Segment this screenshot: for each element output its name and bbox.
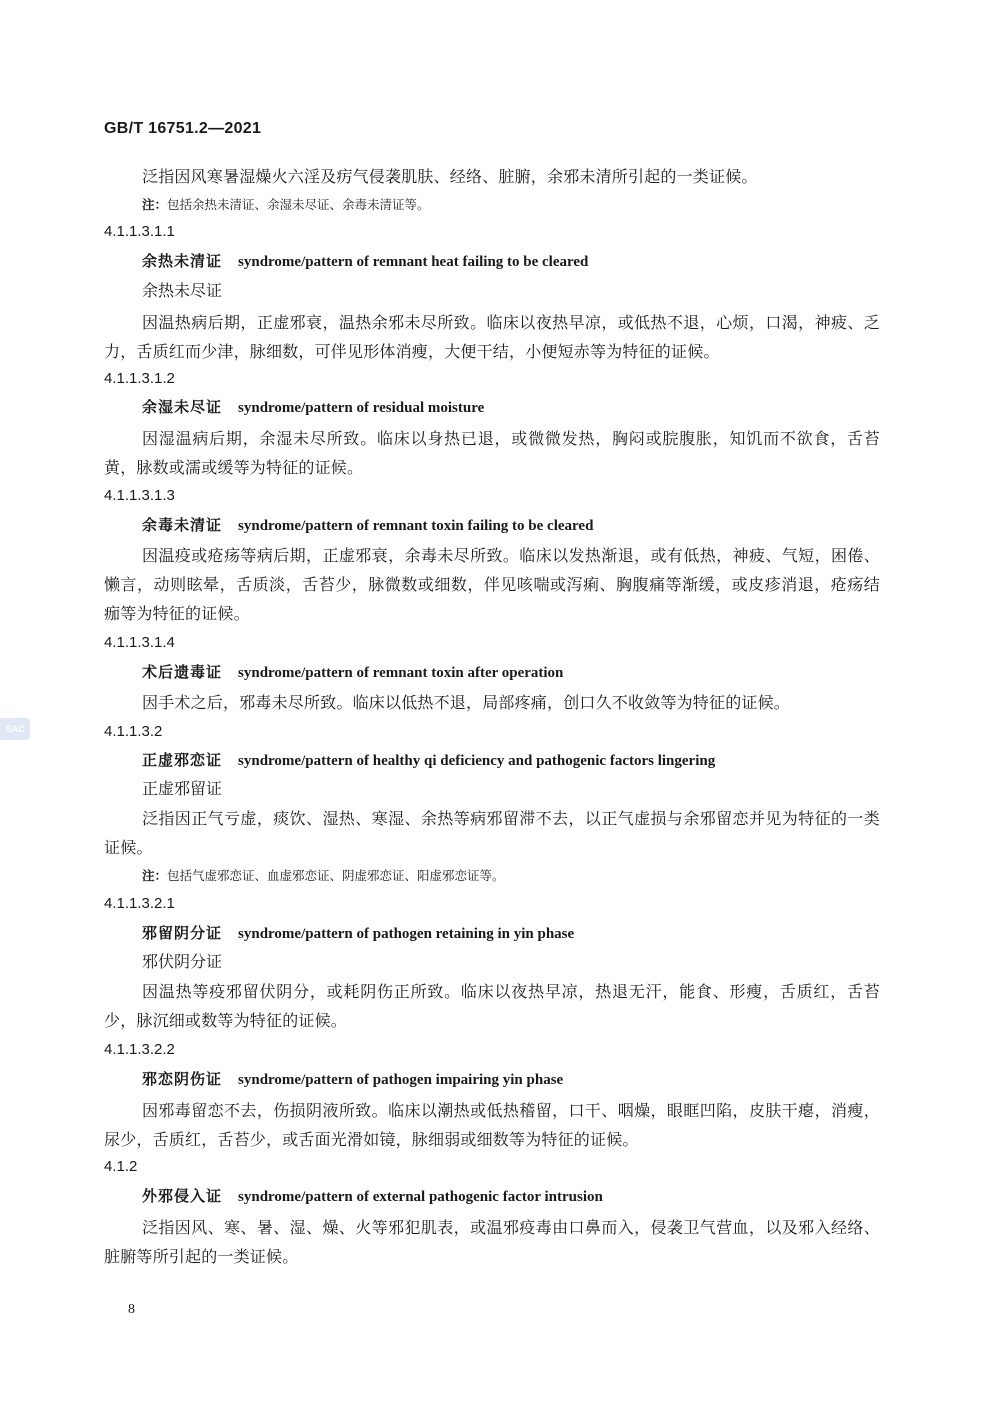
clause-number: 4.1.1.3.1.3 <box>104 487 175 504</box>
term-en: syndrome/pattern of pathogen impairing yin phase <box>238 1072 564 1088</box>
term-definition: 因湿温病后期，余湿未尽所致。临床以身热已退，或微微发热，胸闷或脘腹胀，知饥而不欲食，舌苔黄，脉数或濡或缓等为特征的证候。 <box>104 429 880 477</box>
term-zh: 余毒未清证 <box>142 516 223 534</box>
intro-note <box>104 196 918 214</box>
term-zh: 余热未清证 <box>142 252 223 270</box>
term-zh: 正虚邪恋证 <box>142 751 223 769</box>
term-note <box>104 867 918 885</box>
term-heading <box>104 1068 918 1091</box>
term-definition: 因温热等疫邪留伏阴分，或耗阴伤正所致。临床以夜热早凉，热退无汗，能食、形瘦，舌质红，舌苔少，脉沉细或数等为特征的证候。 <box>104 982 880 1030</box>
term-en: syndrome/pattern of remnant toxin failing to be cleared <box>238 518 594 534</box>
clause-number: 4.1.2 <box>104 1158 138 1175</box>
term-heading <box>104 922 918 945</box>
clause-number: 4.1.1.3.2 <box>104 723 163 740</box>
note-text: 包括余热未清证、余湿未尽证、余毒未清证等。 <box>167 197 430 212</box>
term-en: syndrome/pattern of remnant heat failing to be cleared <box>238 254 589 270</box>
term-heading <box>104 250 918 273</box>
term-definition: 泛指因风、寒、暑、湿、燥、火等邪犯肌表，或温邪疫毒由口鼻而入，侵袭卫气营血，以及邪入经络、脏腑等所引起的一类证候。 <box>104 1218 880 1266</box>
term-zh: 外邪侵入证 <box>142 1187 223 1205</box>
term-en: syndrome/pattern of remnant toxin after operation <box>238 665 564 681</box>
term-en: syndrome/pattern of pathogen retaining in yin phase <box>238 926 575 942</box>
term-heading <box>104 1185 918 1208</box>
term-heading <box>104 514 918 537</box>
clause-number: 4.1.1.3.2.2 <box>104 1041 175 1058</box>
term-en: syndrome/pattern of external pathogenic factor intrusion <box>238 1189 603 1205</box>
term-synonym: 正虚邪留证 <box>142 779 223 798</box>
note-text: 包括气虚邪恋证、血虚邪恋证、阴虚邪恋证、阳虚邪恋证等。 <box>167 868 505 883</box>
term-zh: 术后遗毒证 <box>142 663 223 681</box>
term-zh: 邪恋阴伤证 <box>142 1070 223 1088</box>
page-number: 8 <box>128 1302 135 1317</box>
clause-number: 4.1.1.3.2.1 <box>104 895 175 912</box>
term-en: syndrome/pattern of healthy qi deficiency and pathogenic factors lingering <box>238 753 716 769</box>
sac-logo-text: SAC <box>5 724 25 734</box>
term-zh: 邪留阴分证 <box>142 924 223 942</box>
clause-number: 4.1.1.3.1.4 <box>104 634 175 651</box>
clause-number: 4.1.1.3.1.1 <box>104 223 175 240</box>
term-en: syndrome/pattern of residual moisture <box>238 400 485 416</box>
term-heading <box>104 396 918 419</box>
term-heading <box>104 749 918 772</box>
term-definition: 因邪毒留恋不去，伤损阴液所致。临床以潮热或低热稽留，口干、咽燥，眼眶凹陷，皮肤干瘪，消瘦，尿少，舌质红，舌苔少，或舌面光滑如镜，脉细弱或细数等为特征的证候。 <box>104 1101 880 1149</box>
clause-number: 4.1.1.3.1.2 <box>104 370 175 387</box>
term-heading <box>104 661 918 684</box>
sac-logo <box>0 718 30 740</box>
term-synonym: 邪伏阴分证 <box>142 952 223 971</box>
term-definition: 因温疫或疮疡等病后期，正虚邪衰，余毒未尽所致。临床以发热渐退，或有低热，神疲、气短，困倦、懒言，动则眩晕，舌质淡，舌苔少，脉微数或细数，伴见咳喘或泻痢、胸腹痛等渐缓，或皮疹消退，疮疡结痂等为特征的证候。 <box>104 546 880 623</box>
term-synonym: 余热未尽证 <box>142 281 223 300</box>
note-label: 注： <box>142 197 168 212</box>
note-label: 注： <box>142 868 168 883</box>
term-zh: 余湿未尽证 <box>142 398 223 416</box>
standard-code: GB/T 16751.2—2021 <box>104 120 262 137</box>
term-definition: 因温热病后期，正虚邪衰，温热余邪未尽所致。临床以夜热早凉，或低热不退，心烦，口渴，神疲、乏力，舌质红而少津，脉细数，可伴见形体消瘦，大便干结，小便短赤等为特征的证候。 <box>104 313 880 361</box>
term-definition: 泛指因正气亏虚，痰饮、湿热、寒湿、余热等病邪留滞不去，以正气虚损与余邪留恋并见为特征的一类证候。 <box>104 809 880 857</box>
term-definition: 因手术之后，邪毒未尽所致。临床以低热不退，局部疼痛，创口久不收敛等为特征的证候。 <box>142 693 791 712</box>
intro-paragraph: 泛指因风寒暑湿燥火六淫及疠气侵袭肌肤、经络、脏腑，余邪未清所引起的一类证候。 <box>142 167 758 186</box>
